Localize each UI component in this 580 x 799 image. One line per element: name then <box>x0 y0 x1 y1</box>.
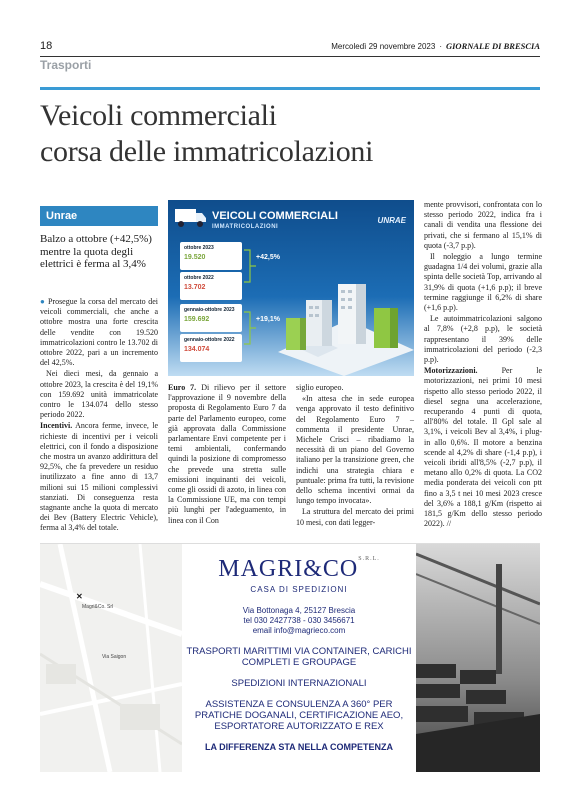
paragraph: mente provvisori, confrontata con lo stesso periodo 2022, indica fra i canali di vendita una flessione dei privati, che si fermano al 15,1% di quota (-3,7 p.p). <box>424 200 542 250</box>
source-tag: Unrae <box>40 206 158 226</box>
paragraph: Prosegue la corsa del mercato dei veicoli commerciali, che anche a ottobre mostra una forte crescita delle vendite con 19.520 immatricolazioni contro le 13.702 di ottobre 2022, pari a un incremento del 42,5%. <box>40 297 158 368</box>
paragraph-lead: Incentivi. <box>40 421 73 431</box>
stat-value: 159.692 <box>184 316 210 323</box>
page-number: 18 <box>40 40 53 52</box>
map-image <box>40 544 182 772</box>
stat-card <box>180 242 242 270</box>
ad-text-block <box>182 544 416 772</box>
ad-service-2: SPEDIZIONI INTERNAZIONALI <box>231 678 367 689</box>
bracket-icon <box>242 308 256 348</box>
stat-label: ottobre 2022 <box>184 275 214 281</box>
dateline <box>331 41 540 51</box>
separator: · <box>439 42 442 51</box>
stat-value: 19.520 <box>184 254 206 261</box>
map-street-label: Via Saigon <box>102 654 127 660</box>
issue-date: Mercoledì 29 novembre 2023 <box>331 42 436 51</box>
paragraph-lead: Euro 7. <box>168 383 197 392</box>
ad-contacts <box>182 606 416 636</box>
headline-line-2: corsa delle immatricolazioni <box>40 135 374 168</box>
paragraph: Nei dieci mesi, da gennaio a ottobre 2023, la crescita è del 19,1% con 159.692 unità immatricolate contro le 134.074 dello stesso periodo 2022. <box>40 369 158 420</box>
stat-value: 134.074 <box>184 346 210 353</box>
stat-label: ottobre 2023 <box>184 245 214 251</box>
stat-card <box>180 304 242 332</box>
ad-service-3: ASSISTENZA E CONSULENZA A 360° PER PRATICHE DOGANALI, CERTIFICAZIONE AEO, ESPORTATORE AUTORIZZATO E REX <box>194 699 404 732</box>
advertisement <box>40 543 540 771</box>
paragraph: Ancora ferme, invece, le richieste di incentivi per i veicoli elettrici, con il fondo a disposizione che mostra un avanzo addirittura del 92,5%, che fa prevedere un residuo inutilizzato a fine anno di 13,7 milioni sui 15 milioni complessivi stanziati. Di conseguenza resta stagnante anche la quota di mercato dei Bev (Battery Electric Vehicle), ferma al 3,4% del totale. <box>40 421 159 533</box>
stat-card <box>180 272 242 300</box>
paragraph-lead: Motorizzazioni. <box>424 366 478 376</box>
paragraph: Le autoimmatricolazioni salgono al 7,8% (+2,8 p.p), le società rappresentano il 39% delle immatricolazioni del periodo (-2,3 p.p). <box>424 314 542 365</box>
brand-logo: UNRAE <box>377 216 406 225</box>
section-rule <box>40 87 540 90</box>
stat-card <box>180 334 242 362</box>
stat-label: gennaio-ottobre 2022 <box>184 337 235 343</box>
newspaper-name: GIORNALE DI BRESCIA <box>445 41 540 51</box>
paragraph: Il noleggio a lungo termine guadagna 1/4 dei volumi, grazie alla spinta delle società Top, arrivando al 31,9% di quota (+1,6 p.p); il breve termine raggiunge il 6,2% di share (+1,6 p.p). <box>424 252 542 313</box>
page-header <box>40 40 540 54</box>
end-mark: // <box>446 519 452 529</box>
paragraph: Di rilievo per il settore l'approvazione il 9 novembre della proposta di Regolamento Euro 7 da parte del Parlamento europeo, come già approvata dalla Commissione parlamentare Envi competente per i temi ambientali, confermando quindi la posizione di compromesso che prevede una stretta sulle emissioni inquinanti dei veicoli, come gli ossidi di azoto, in linea con la Commissione UE, ma con tempi più lunghi per l'adeguamento, in linea con il Con <box>168 383 287 525</box>
ad-tagline: CASA DI SPEDIZIONI <box>250 585 348 594</box>
paragraph: «In attesa che in sede europea venga approvato il testo definitivo del Regolamento Euro 7 – commenta il presidente Unrae, Michele Crisci – ribadiamo la necessità di un piano del Governo italiano per la transizione green, che indichi una strategia chiara e puntuale: prima fra tutti, la revisione dello schema incentivi ormai da lungo tempo invocata». <box>296 394 414 506</box>
stat-value: 13.702 <box>184 284 206 291</box>
stat-label: gennaio-ottobre 2023 <box>184 307 235 313</box>
article-column-3 <box>296 383 414 529</box>
section-label: Trasporti <box>40 58 92 72</box>
infographic <box>168 200 414 376</box>
ad-logo-suffix: S.R.L. <box>358 556 380 562</box>
article-column-2 <box>168 383 286 527</box>
ad-service-1: TRASPORTI MARITTIMI VIA CONTAINER, CARICHI COMPLETI E GROUPAGE <box>186 646 412 668</box>
ad-address: Via Bottonaga 4, 25127 Brescia <box>242 606 356 615</box>
truck-icon <box>174 206 208 228</box>
pct-october: +42,5% <box>256 254 280 261</box>
header-rule <box>40 56 540 57</box>
port-photo <box>416 544 540 772</box>
bracket-icon <box>242 246 256 286</box>
infographic-subtitle: IMMATRICOLAZIONI <box>212 224 279 230</box>
map-company-label: Magri&Co. Srl <box>82 604 114 610</box>
paragraph: Per le motorizzazioni, nei primi 10 mesi rispetto allo stesso periodo 2022, il diesel segna una accelerazione, recuperando 4 punti di quota, all'80% del totale. Il Gpl sale al 3,1%, i veicoli Bev al 3,4%, i plug-in allo 0,6%. Il motore a benzina scende al 4,2% di share (-1,4 p.p), i veicoli ibridi all'8,5% (-2,7 p.p), il metano allo 0,2% di quota. La CO2 media ponderata dei veicoli con ptt fino a 3,5 t nei 10 mesi 2023 cresce del 3,6% a 188,1 g/Km (rispetto ai 181,5 g/Km dello stesso periodo 2022). <box>424 366 543 529</box>
article-column-4 <box>424 200 542 531</box>
ad-slogan: LA DIFFERENZA STA NELLA COMPETENZA <box>205 742 393 752</box>
headline <box>40 98 540 170</box>
ad-logo <box>182 556 416 583</box>
ad-logo-text: MAGRI&CO <box>218 556 359 582</box>
ad-email: email info@magrieco.com <box>252 626 346 635</box>
subheadline: Balzo a ottobre (+42,5%) mentre la quota degli elettrici è ferma al 3,4% <box>40 233 152 270</box>
bullet-icon: ● <box>40 297 46 306</box>
port-illustration <box>416 544 540 772</box>
headline-line-1: Veicoli commerciali <box>40 99 277 132</box>
article-column-1 <box>40 297 158 535</box>
paragraph: siglio europeo. <box>296 383 344 392</box>
infographic-title: VEICOLI COMMERCIALI <box>212 210 338 222</box>
pct-ytd: +19,1% <box>256 316 280 323</box>
map-marker-icon: ✕ <box>76 592 83 601</box>
ad-phones: tel 030 2427738 - 030 3456671 <box>243 616 355 625</box>
paragraph: La struttura del mercato dei primi 10 mesi, con dati legger- <box>296 507 414 527</box>
city-illustration <box>268 260 414 376</box>
